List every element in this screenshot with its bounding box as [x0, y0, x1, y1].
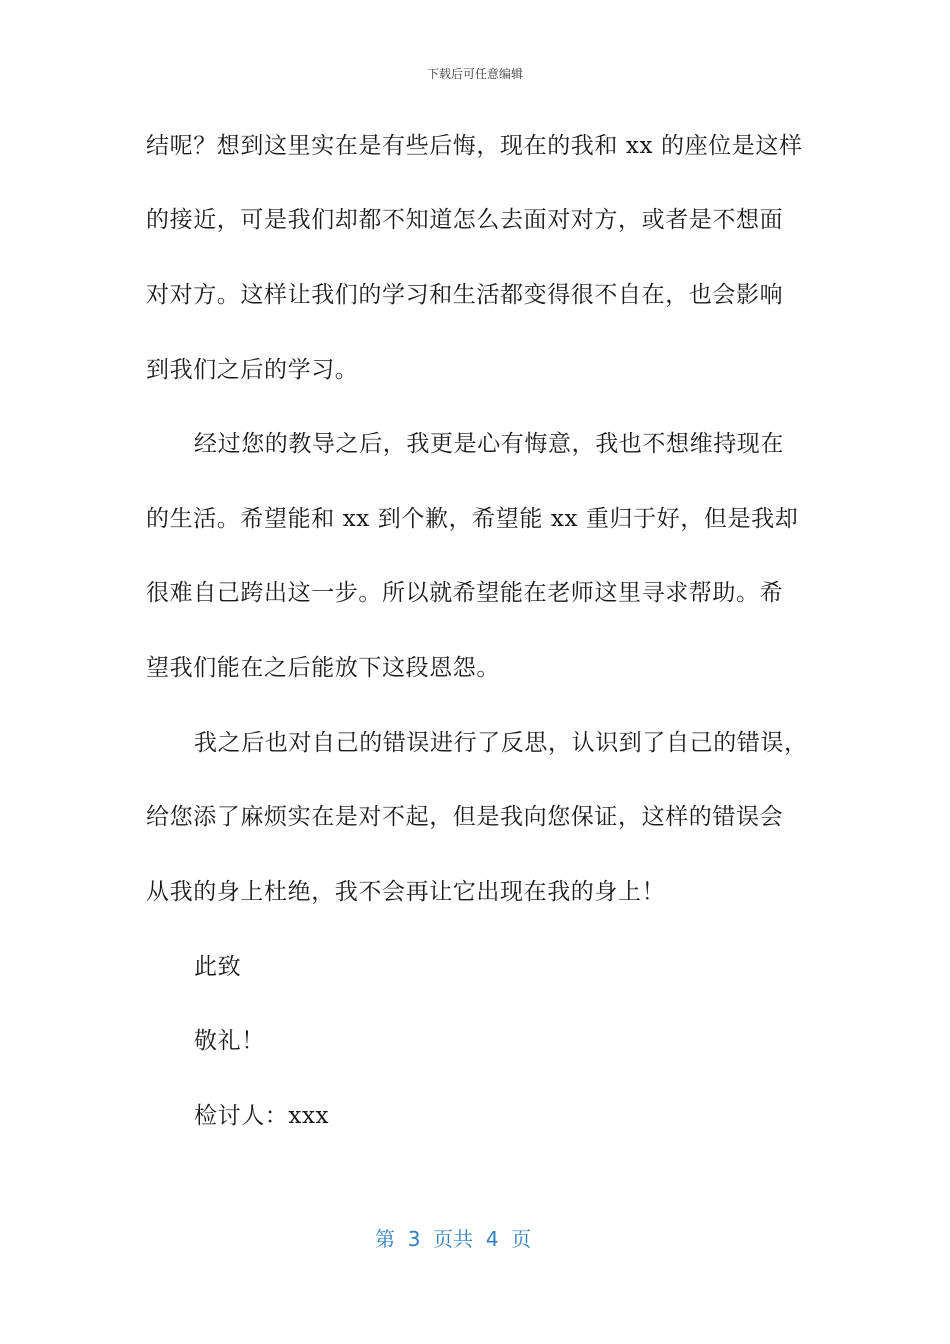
- salute-line: 敬礼！: [194, 1028, 265, 1054]
- body-line: 我之后也对自己的错误进行了反思，认识到了自己的错误，: [194, 730, 808, 756]
- body-line: 的接近，可是我们却都不知道怎么去面对对方，或者是不想面: [146, 207, 784, 233]
- body-line: 的生活。希望能和 xx 到个歉，希望能 xx 重归于好，但是我却: [146, 506, 799, 532]
- body-line: 到我们之后的学习。: [146, 357, 359, 383]
- page-number-footer: 第 3 页共 4 页: [375, 1227, 532, 1251]
- body-line: 结呢？想到这里实在是有些后悔，现在的我和 xx 的座位是这样: [146, 133, 803, 159]
- body-line: 从我的身上杜绝，我不会再让它出现在我的身上！: [146, 879, 666, 905]
- body-line: 给您添了麻烦实在是对不起，但是我向您保证，这样的错误会: [146, 804, 784, 830]
- body-line: 望我们能在之后能放下这段恩怨。: [146, 655, 500, 681]
- closing-line: 此致: [194, 954, 242, 980]
- signature-line: 检讨人：xxx: [194, 1103, 330, 1129]
- page-header-note: 下载后可任意编辑: [426, 67, 523, 81]
- body-line: 对对方。这样让我们的学习和生活都变得很不自在，也会影响: [146, 282, 784, 308]
- body-line: 经过您的教导之后，我更是心有悔意，我也不想维持现在: [194, 431, 784, 457]
- body-line: 很难自己跨出这一步。所以就希望能在老师这里寻求帮助。希: [146, 580, 784, 606]
